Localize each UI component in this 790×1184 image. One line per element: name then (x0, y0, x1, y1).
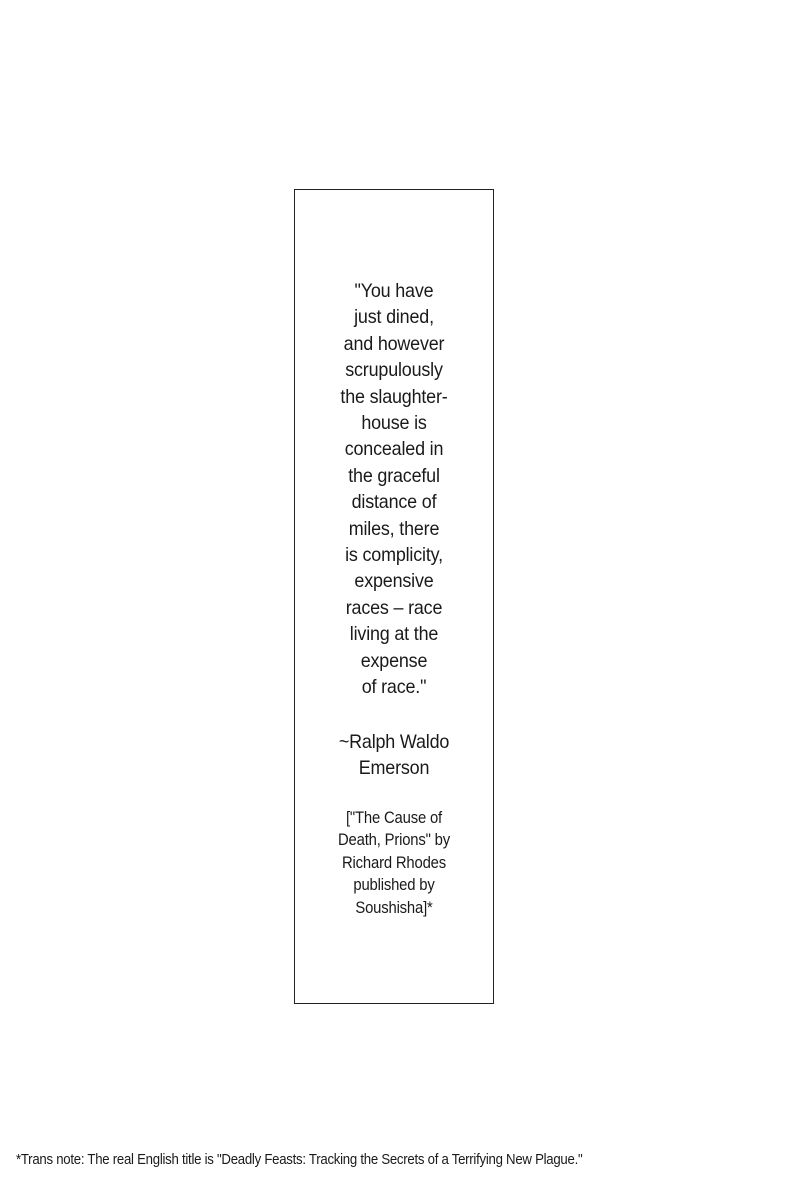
author-line: Emerson (358, 757, 430, 780)
quote-line: "You have (354, 280, 434, 302)
quote-line: miles, there (348, 517, 440, 540)
citation-line: Richard Rhodes (342, 853, 446, 872)
quote-line: distance of (351, 491, 437, 514)
quote-line: scrupulously (345, 359, 443, 382)
citation-line: Soushisha]* (355, 898, 433, 917)
quote-line: the graceful (348, 464, 440, 487)
quote-author (303, 729, 485, 782)
quote-line: the slaughter- (340, 385, 448, 408)
quote-line: just dined, (354, 306, 434, 329)
citation-line: ["The Cause of (345, 809, 443, 827)
quote-line: living at the (349, 623, 439, 646)
quote-line: is complicity, (345, 544, 443, 567)
source-citation (305, 807, 483, 919)
quote-line: and however (343, 332, 445, 355)
author-line: ~Ralph Waldo (338, 731, 450, 753)
quote-line: expense (360, 649, 428, 672)
quote-line: expensive (354, 570, 434, 593)
quote-line: of race." (361, 676, 427, 699)
quote-line: races – race (345, 596, 443, 619)
quote-line: concealed in (344, 438, 444, 461)
citation-line: Death, Prions" by (338, 831, 450, 850)
quote-box (294, 189, 494, 1004)
quote-line: house is (361, 412, 427, 435)
citation-line: published by (353, 876, 435, 895)
quote-text (303, 278, 485, 701)
translator-note: *Trans note: The real English title is "Deadly Feasts: Tracking the Secrets of a Terrifying New Plague." (16, 1151, 583, 1168)
